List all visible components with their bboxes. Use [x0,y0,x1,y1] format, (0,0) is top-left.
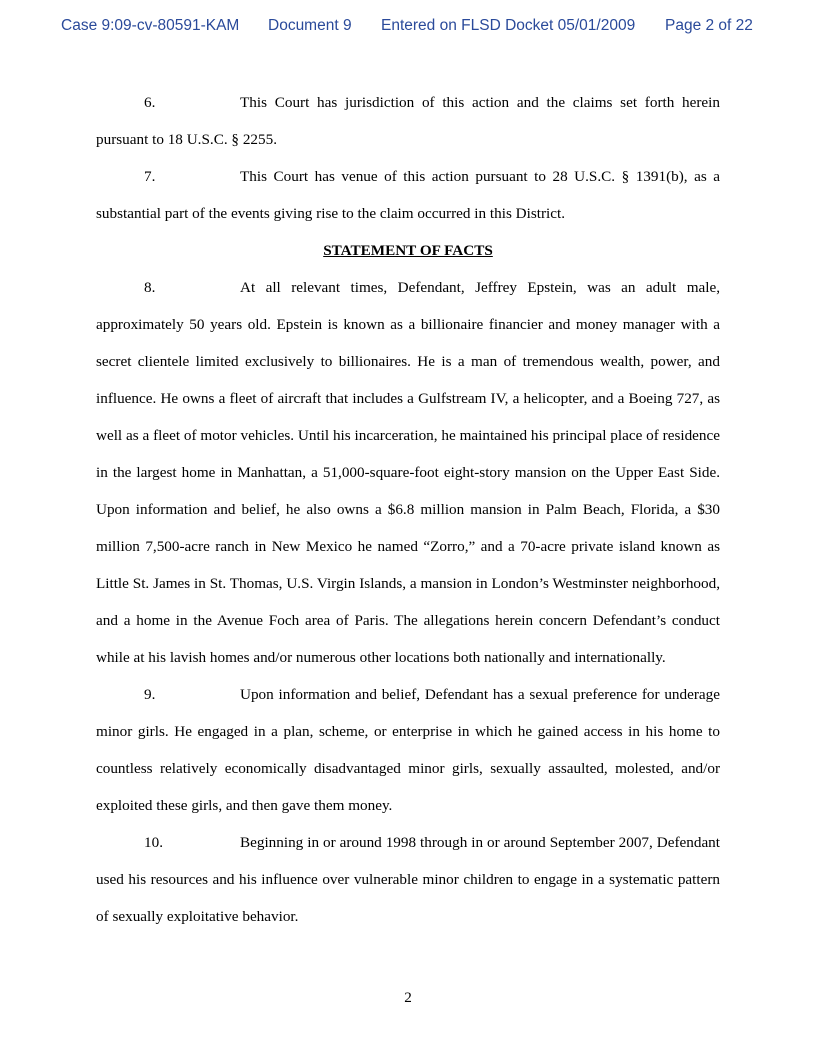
page-count: Page 2 of 22 [665,17,753,34]
paragraph-9 [96,676,720,824]
document-body [96,84,720,935]
docket-entry-date: Entered on FLSD Docket 05/01/2009 [381,17,636,34]
paragraph-6 [96,84,720,158]
paragraph-number: 6. [144,94,156,111]
paragraph-7 [96,158,720,232]
paragraph-text: Beginning in or around 1998 through in or around September 2007, Defendant used his resources and his influence over vulnerable minor children to engage in a systematic pattern of sexually exploitative behavior. [96,834,720,925]
paragraph-text: Upon information and belief, Defendant has a sexual preference for underage minor girls. He engaged in a plan, scheme, or enterprise in which he gained access in his home to countless relatively economically disadvantaged minor girls, sexually assaulted, molested, and/or exploited these girls, and then gave them money. [96,686,720,814]
docket-header [0,17,816,39]
paragraph-8 [96,269,720,676]
section-heading: STATEMENT OF FACTS [323,242,493,259]
paragraph-number: 9. [144,686,156,703]
paragraph-text: This Court has jurisdiction of this action and the claims set forth herein pursuant to 18 U.S.C. § 2255. [96,94,720,148]
case-number: Case 9:09-cv-80591-KAM [61,17,240,34]
paragraph-text: This Court has venue of this action pursuant to 28 U.S.C. § 1391(b), as a substantial part of the events giving rise to the claim occurred in this District. [96,168,720,222]
paragraph-number: 10. [144,834,163,851]
page-number: 2 [404,989,412,1006]
paragraph-10 [96,824,720,935]
paragraph-number: 7. [144,168,156,185]
document-number: Document 9 [268,17,352,34]
paragraph-number: 8. [144,279,156,296]
paragraph-text: At all relevant times, Defendant, Jeffrey Epstein, was an adult male, approximately 50 years old. Epstein is known as a billionaire financier and money manager with a secret clientele limited exclusively to billionaires. He is a man of tremendous wealth, power, and influence. He owns a fleet of aircraft that includes a Gulfstream IV, a helicopter, and a Boeing 727, as well as a fleet of motor vehicles. Until his incarceration, he maintained his principal place of residence in the largest home in Manhattan, a 51,000-square-foot eight-story mansion on the Upper East Side. Upon information and belief, he also owns a $6.8 million mansion in Palm Beach, Florida, a $30 million 7,500-acre ranch in New Mexico he named “Zorro,” and a 70-acre private island known as Little St. James in St. Thomas, U.S. Virgin Islands, a mansion in London’s Westminster neighborhood, and a home in the Avenue Foch area of Paris. The allegations herein concern Defendant’s conduct while at his lavish homes and/or numerous other locations both nationally and internationally. [96,279,720,666]
